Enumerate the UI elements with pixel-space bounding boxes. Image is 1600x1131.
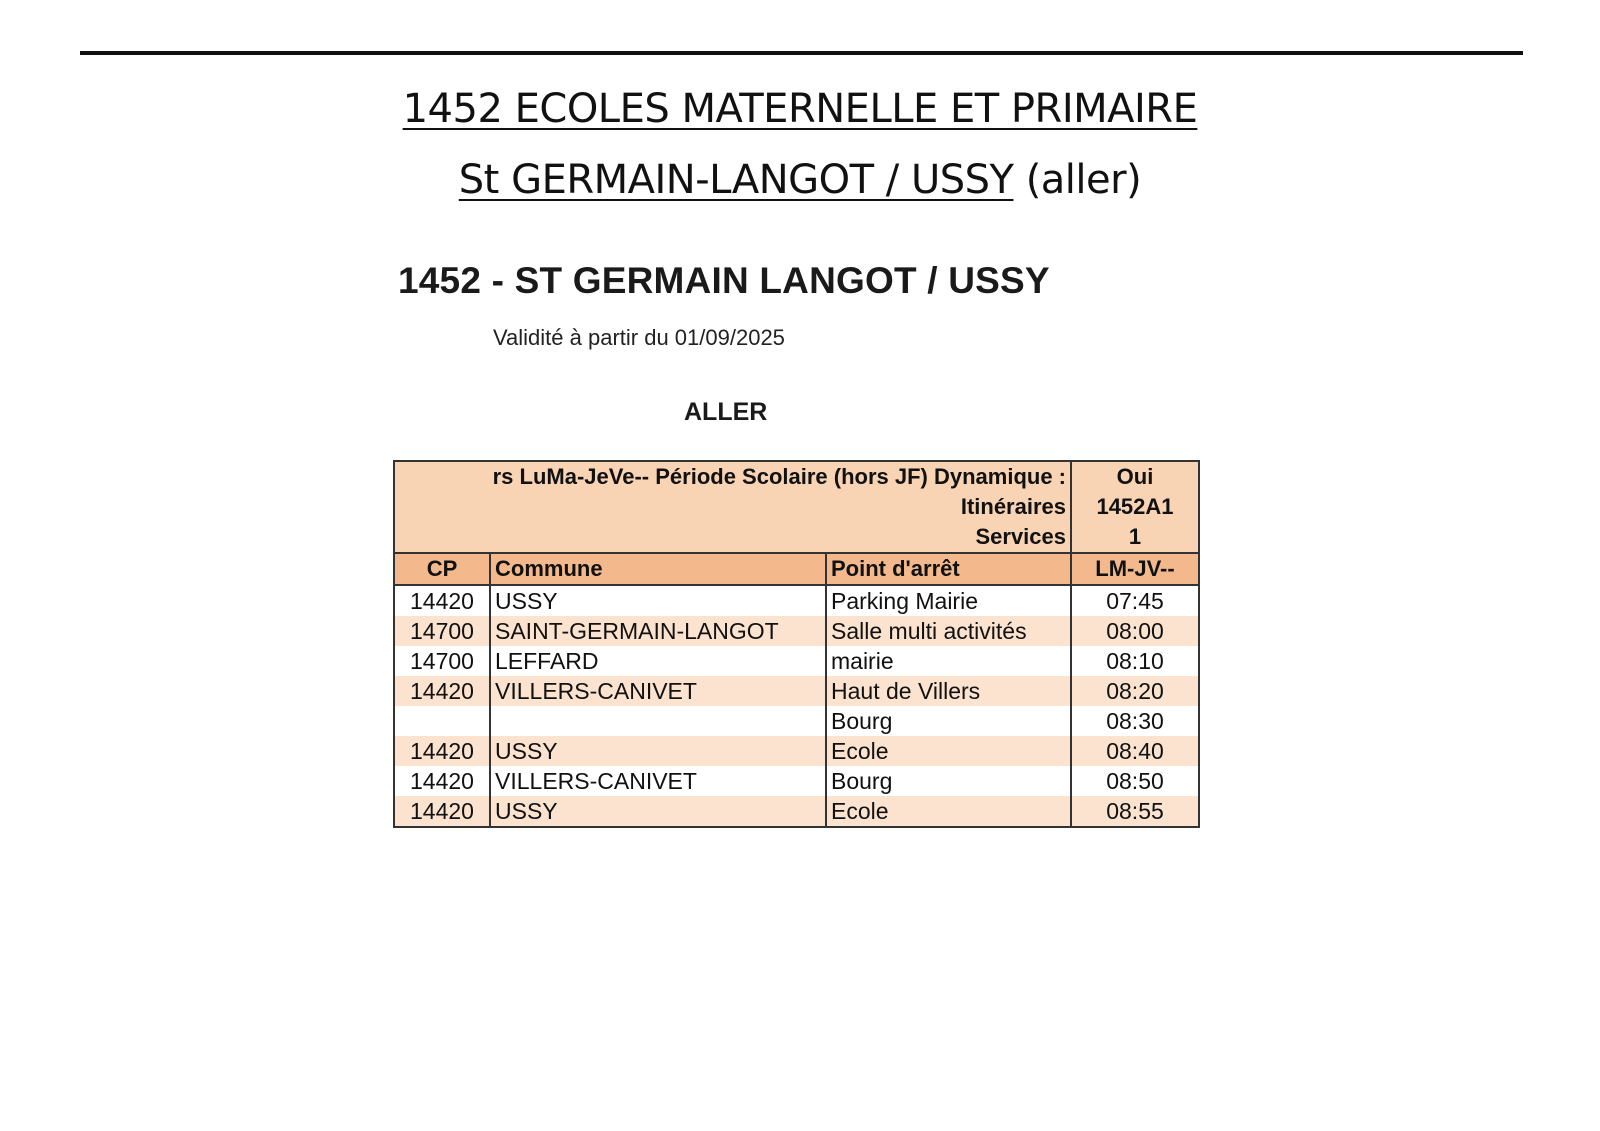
column-header-stop: Point d'arrêt [826, 553, 1071, 585]
cell-cp: 14420 [394, 766, 490, 796]
cell-time: 08:30 [1071, 706, 1199, 736]
cell-stop: Bourg [826, 766, 1071, 796]
document-title-line-1 [0, 86, 1600, 132]
cell-cp: 14700 [394, 646, 490, 676]
document-title-line-1-text: 1452 ECOLES MATERNELLE ET PRIMAIRE [402, 86, 1198, 132]
column-header-cp: CP [394, 553, 490, 585]
cell-stop: Haut de Villers [826, 676, 1071, 706]
top-horizontal-rule [80, 51, 1523, 55]
cell-stop: mairie [826, 646, 1071, 676]
cell-time: 08:40 [1071, 736, 1199, 766]
meta-services-value: 1 [1071, 522, 1199, 553]
table-row [394, 766, 1199, 796]
cell-time: 08:20 [1071, 676, 1199, 706]
cell-stop: Salle multi activités [826, 616, 1071, 646]
table-row [394, 706, 1199, 736]
cell-time: 08:00 [1071, 616, 1199, 646]
document-title-line-2 [0, 157, 1600, 203]
meta-services-label: Services [394, 522, 1071, 553]
document-title-line-2-text: St GERMAIN-LANGOT / USSY [458, 157, 1014, 203]
cell-commune: USSY [490, 736, 826, 766]
table-row [394, 616, 1199, 646]
cell-cp: 14420 [394, 736, 490, 766]
cell-cp: 14420 [394, 676, 490, 706]
cell-cp [394, 706, 490, 736]
cell-cp: 14420 [394, 585, 490, 616]
table-row [394, 646, 1199, 676]
cell-commune [490, 706, 826, 736]
cell-time: 08:55 [1071, 796, 1199, 827]
table-row [394, 736, 1199, 766]
cell-commune: USSY [490, 796, 826, 827]
cell-stop: Ecole [826, 736, 1071, 766]
direction-label: ALLER [684, 398, 768, 426]
cell-stop: Ecole [826, 796, 1071, 827]
meta-row-period [394, 461, 1199, 492]
cell-cp: 14420 [394, 796, 490, 827]
cell-stop: Bourg [826, 706, 1071, 736]
meta-row-itinerary [394, 492, 1199, 522]
timetable-title: 1452 - ST GERMAIN LANGOT / USSY [398, 260, 1050, 301]
validity-date: Validité à partir du 01/09/2025 [493, 325, 785, 350]
meta-period-value: Oui [1071, 461, 1199, 492]
cell-commune: SAINT-GERMAIN-LANGOT [490, 616, 826, 646]
column-header-days: LM-JV-- [1071, 553, 1199, 585]
cell-time: 08:50 [1071, 766, 1199, 796]
meta-period-label: rs LuMa-JeVe-- Période Scolaire (hors JF) Dynamique : [394, 461, 1071, 492]
meta-itinerary-value: 1452A1 [1071, 492, 1199, 522]
cell-commune: VILLERS-CANIVET [490, 766, 826, 796]
cell-commune: USSY [490, 585, 826, 616]
meta-itinerary-label: Itinéraires [394, 492, 1071, 522]
meta-row-services [394, 522, 1199, 553]
cell-stop: Parking Mairie [826, 585, 1071, 616]
cell-cp: 14700 [394, 616, 490, 646]
cell-commune: VILLERS-CANIVET [490, 676, 826, 706]
cell-commune: LEFFARD [490, 646, 826, 676]
table-row [394, 585, 1199, 616]
column-header-commune: Commune [490, 553, 826, 585]
column-header-row [394, 553, 1199, 585]
document-title-direction: (aller) [1025, 157, 1142, 203]
table-row [394, 796, 1199, 827]
table-row [394, 676, 1199, 706]
cell-time: 07:45 [1071, 585, 1199, 616]
timetable [393, 460, 1200, 828]
cell-time: 08:10 [1071, 646, 1199, 676]
